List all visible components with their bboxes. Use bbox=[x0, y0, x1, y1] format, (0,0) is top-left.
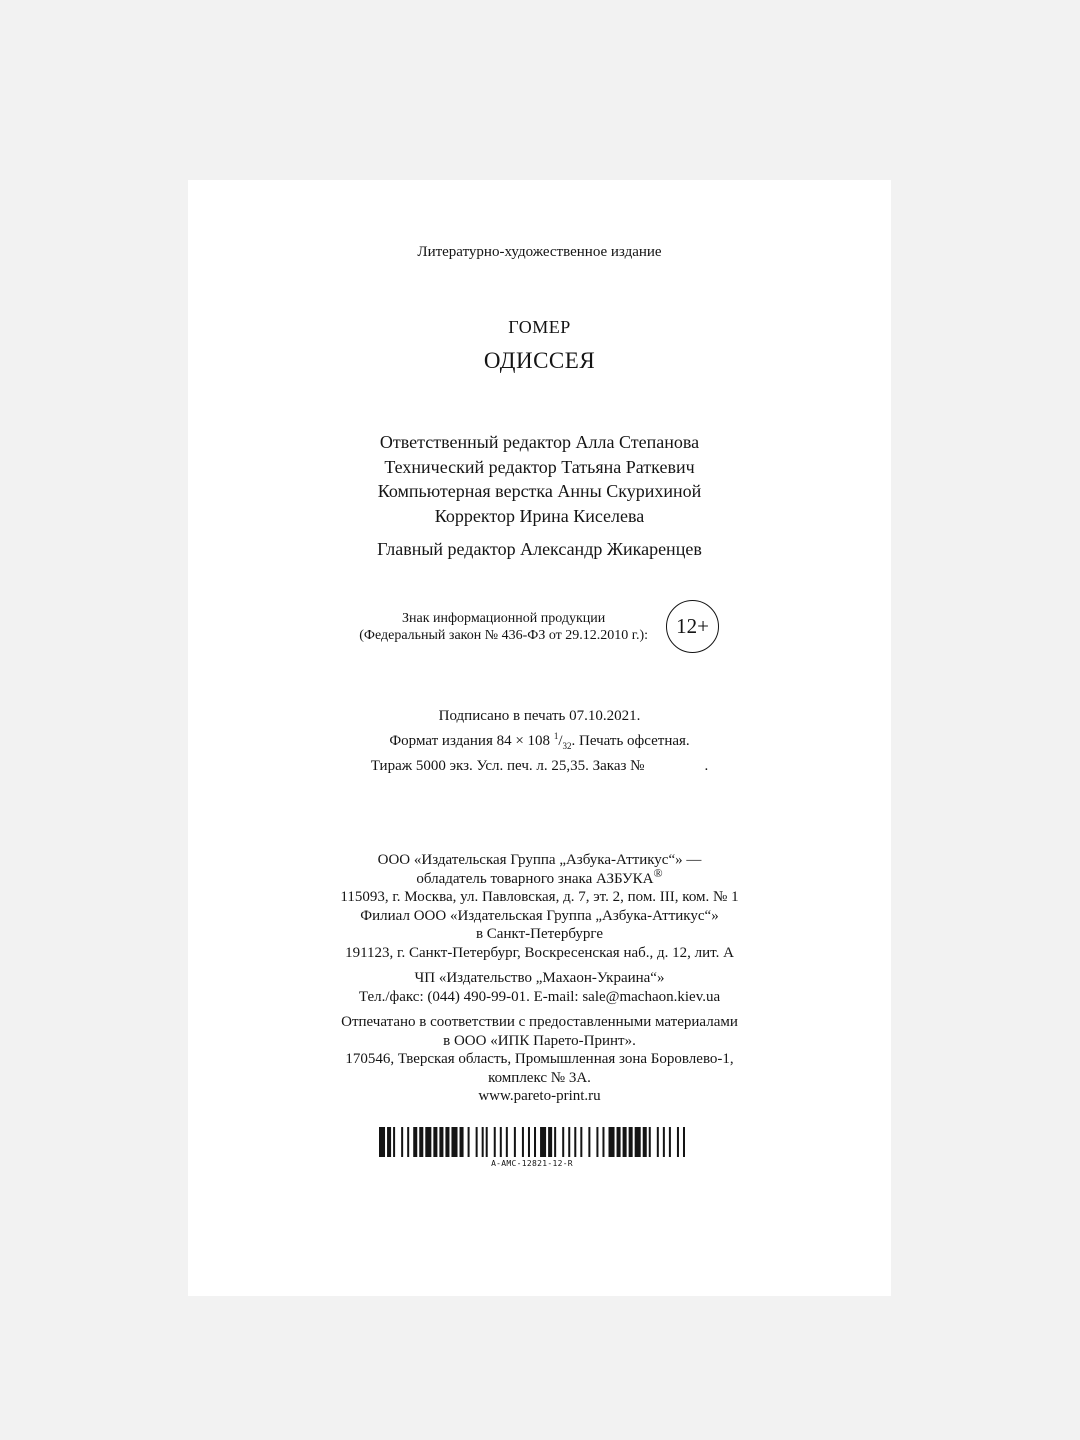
barcode-bar bbox=[506, 1127, 508, 1157]
print-info bbox=[188, 706, 891, 776]
format-line bbox=[188, 726, 891, 756]
format-denominator: 32 bbox=[562, 741, 572, 751]
staff-line: Технический редактор Татьяна Раткевич bbox=[384, 456, 695, 477]
barcode-bar bbox=[482, 1127, 484, 1157]
staff-line: Корректор Ирина Киселева bbox=[434, 505, 645, 526]
barcode-bar bbox=[401, 1127, 403, 1157]
branch-city: в Санкт-Петербурге bbox=[475, 926, 604, 942]
printed-line: Отпечатано в соответствии с предоставленными материалами bbox=[341, 1014, 738, 1030]
printer-website: www.pareto-print.ru bbox=[478, 1088, 601, 1104]
barcode-bar bbox=[629, 1127, 633, 1157]
age-rating-block bbox=[348, 598, 748, 658]
imprint-page bbox=[188, 180, 891, 1296]
printer-address: 170546, Тверская область, Промышленная зона Боровлево-1, bbox=[345, 1051, 734, 1067]
circulation-text: Тираж 5000 экз. Усл. печ. л. 25,35. Заказ № bbox=[370, 758, 645, 774]
barcode-bar bbox=[683, 1127, 685, 1157]
barcode-bar bbox=[548, 1127, 552, 1157]
barcode-bar bbox=[609, 1127, 615, 1157]
barcode-bar bbox=[588, 1127, 590, 1157]
barcode-bar bbox=[439, 1127, 443, 1157]
barcode-bar bbox=[677, 1127, 679, 1157]
barcode-code: A-AMC-12821-12-R bbox=[491, 1159, 573, 1168]
staff-line: Компьютерная верстка Анны Скурихиной bbox=[377, 481, 702, 501]
ukraine-publisher: ЧП «Издательство „Махаон-Украина“» bbox=[414, 970, 665, 986]
barcode-bar bbox=[494, 1127, 496, 1157]
author-name: ГОМЕР bbox=[508, 317, 571, 337]
barcode-bar bbox=[445, 1127, 449, 1157]
format-prefix: Формат издания 84 × 108 bbox=[389, 733, 554, 749]
barcode-bar bbox=[476, 1127, 478, 1157]
barcode-bar bbox=[433, 1127, 437, 1157]
barcode-bar bbox=[635, 1127, 641, 1157]
editorial-staff bbox=[188, 430, 891, 528]
barcode-bar bbox=[649, 1127, 651, 1157]
barcode-bar bbox=[657, 1127, 659, 1157]
format-slash: / bbox=[558, 733, 563, 749]
chief-editor: Главный редактор Александр Жикаренцев bbox=[377, 539, 702, 559]
barcode-bar bbox=[486, 1127, 488, 1157]
book-title: ОДИССЕЯ bbox=[483, 348, 596, 373]
printer-address-2: комплекс № 3А. bbox=[488, 1069, 591, 1086]
barcode-bar bbox=[540, 1127, 546, 1157]
printer-name: в ООО «ИПК Парето-Принт». bbox=[443, 1032, 636, 1049]
barcode bbox=[376, 1126, 688, 1174]
publisher-info bbox=[188, 851, 891, 1106]
barcode-bar bbox=[460, 1127, 464, 1157]
registered-mark: ® bbox=[653, 865, 663, 880]
format-numerator: 1 bbox=[553, 731, 559, 741]
barcode-bar bbox=[451, 1127, 457, 1157]
barcode-bar bbox=[425, 1127, 431, 1157]
barcode-bar bbox=[528, 1127, 530, 1157]
barcode-bar bbox=[514, 1127, 516, 1157]
barcode-bar bbox=[663, 1127, 665, 1157]
barcode-bar bbox=[602, 1127, 604, 1157]
age-rating-value: 12+ bbox=[676, 614, 709, 638]
barcode-bar bbox=[393, 1127, 395, 1157]
circulation-line bbox=[188, 756, 891, 776]
age-rating-badge bbox=[666, 600, 719, 653]
edition-type: Литературно-художественное издание bbox=[417, 244, 662, 260]
barcode-bar bbox=[407, 1127, 409, 1157]
ukraine-contacts: Тел./факс: (044) 490-99-01. E-mail: sale@machaon.kiev.ua bbox=[358, 988, 721, 1005]
barcode-bar bbox=[574, 1127, 576, 1157]
age-rating-label: Знак информационной продукции bbox=[401, 611, 606, 626]
barcode-bar bbox=[500, 1127, 502, 1157]
staff-line: Ответственный редактор Алла Степанова bbox=[379, 432, 700, 452]
branch-address: 191123, г. Санкт-Петербург, Воскресенская наб., д. 12, лит. А bbox=[345, 944, 734, 961]
barcode-bar bbox=[554, 1127, 556, 1157]
order-end: . bbox=[704, 758, 709, 774]
barcode-bar bbox=[617, 1127, 621, 1157]
signed-date: Подписано в печать 07.10.2021. bbox=[438, 708, 641, 724]
barcode-bar bbox=[580, 1127, 582, 1157]
barcode-bar bbox=[468, 1127, 470, 1157]
trademark-text: обладатель товарного знака АЗБУКА bbox=[416, 870, 654, 887]
barcode-bars bbox=[376, 1126, 688, 1158]
barcode-bar bbox=[562, 1127, 564, 1157]
barcode-bar bbox=[413, 1127, 417, 1157]
barcode-bar bbox=[643, 1127, 647, 1157]
trademark-line bbox=[188, 865, 891, 889]
format-suffix: . Печать офсетная. bbox=[571, 733, 690, 749]
barcode-bar bbox=[534, 1127, 536, 1157]
publisher-line: ООО «Издательская Группа „Азбука-Аттикус“» — bbox=[377, 852, 702, 868]
barcode-bar bbox=[669, 1127, 671, 1157]
branch-line: Филиал ООО «Издательская Группа „Азбука-Аттикус“» bbox=[360, 907, 719, 924]
barcode-bar bbox=[596, 1127, 598, 1157]
barcode-bar bbox=[379, 1127, 385, 1157]
age-rating-text bbox=[359, 610, 648, 644]
barcode-bar bbox=[387, 1127, 391, 1157]
barcode-bar bbox=[522, 1127, 524, 1157]
publisher-address: 115093, г. Москва, ул. Павловская, д. 7, эт. 2, пом. III, ком. № 1 bbox=[340, 889, 739, 905]
barcode-bar bbox=[623, 1127, 627, 1157]
barcode-bar bbox=[419, 1127, 423, 1157]
barcode-bar bbox=[568, 1127, 570, 1157]
age-rating-law: (Федеральный закон № 436-ФЗ от 29.12.2010 г.): bbox=[359, 628, 648, 643]
